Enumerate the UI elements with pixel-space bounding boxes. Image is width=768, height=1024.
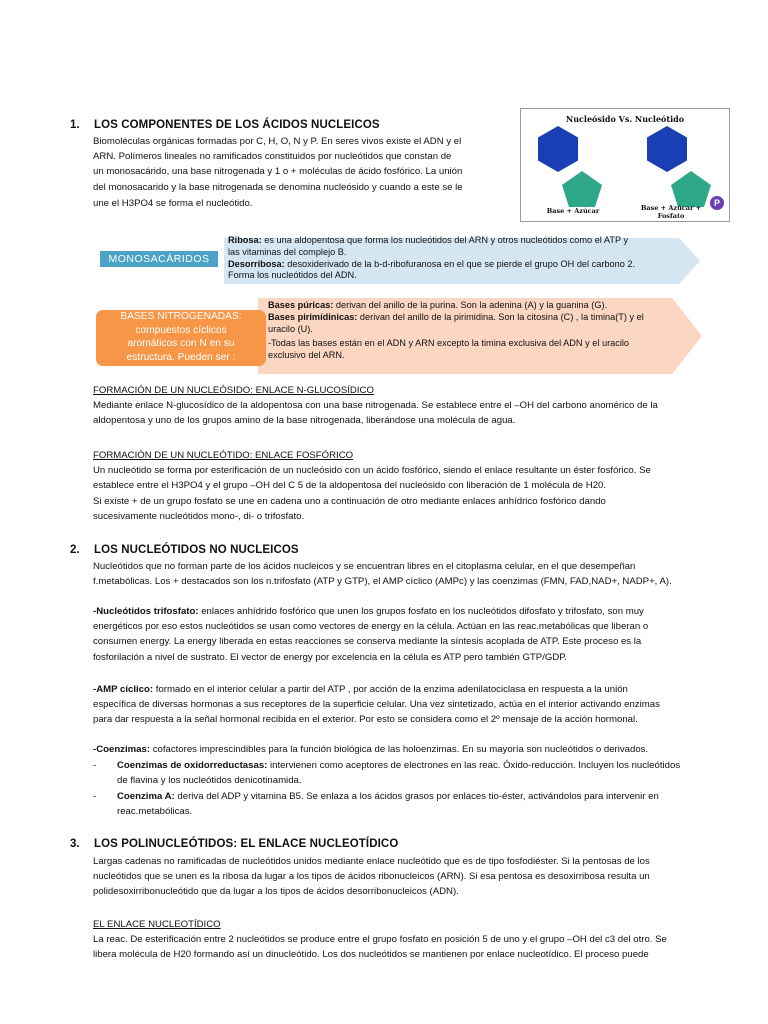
intro-line: un monosacárido, una base nitrogenada y 1 o + moléculas de ácido fosfórico. La unión <box>93 166 463 178</box>
base-hexagon <box>647 126 687 172</box>
intro-line: une el H3PO4 se forma el nucleótido. <box>93 197 253 209</box>
paragraph-line: polidesoxirribonucleótido que da lugar a los tipos de ácidos desorribonucleicos (ADN). <box>93 886 459 898</box>
bases-nitrogenadas-label <box>96 310 266 366</box>
paragraph-line: establece entre el H3PO4 y el grupo –OH del C 5 de la aldopentosa del nucleósido con liberación de 1 molécula de H20. <box>93 480 607 492</box>
desoxirribosa-text: Forma los nucleótidos del ADN. <box>228 270 357 281</box>
paragraph-line: para dar respuesta a la señal hormonal recibida en el exterior. Por esto se considera como el 2º mensaje de la acción hormonal. <box>93 714 638 726</box>
paragraph-line: f.metabólicas. Los + destacados son los n.trifosfato (ATP y GTP), el AMP cíclico (AMPc) y las coenzimas (FMN, FAD,NAD+, NADP+, A). <box>93 576 672 588</box>
intro-line: ARN. Polímeros lineales no ramificados constituidos por nucleótidos que constan de <box>93 151 452 163</box>
coenzimas-block <box>93 742 733 757</box>
bases-pirimidinicas-text: derivan del anillo de la pirimidina. Son la citosina (C) , la timina(T) y el <box>357 311 644 322</box>
nucleosido-heading: FORMACIÓN DE UN NUCLEÓSIDO: ENLACE N-GLUCOSÍDICO <box>93 385 374 396</box>
monosacaridos-label: MONOSACÁRIDOS <box>100 251 218 267</box>
bases-label-line: estructura. Pueden ser : <box>126 351 236 363</box>
bases-text <box>268 300 698 362</box>
bases-label-line: aromáticos con N en su <box>127 338 235 349</box>
paragraph-line: fosforilación a nivel de sustrato. El vector de energy por excelencia en la célula es ATP pero también GTP/GDP. <box>93 651 568 663</box>
paragraph-line: específica de diversas hormonas a sus receptores de la superficie celular. Una vez sintetizado, actúa en el interior activando enzimas <box>93 699 660 711</box>
trifosfato-block <box>93 604 733 665</box>
bases-label-line: BASES NITROGENADAS: <box>120 311 242 322</box>
intro-line: Biomoléculas orgánicas formadas por C, H, O, N y P. En seres vivos existe el ADN y el <box>93 136 462 147</box>
paragraph-line: aldopentosa y uno de los grupos amino de la base nitrogenada, liberándose una molécula de agua. <box>93 415 516 427</box>
coenzima-term: Coenzimas de oxidorreductasas: <box>117 760 268 771</box>
diagram-title: Nucleósido Vs. Nucleótido <box>565 114 685 124</box>
ribosa-text: es una aldopentosa que forma los nucleótidos del ARN y otros nucleótidos como el ATP y <box>261 235 629 245</box>
paragraph-line: Largas cadenas no ramificadas de nucleótidos unidos mediante enlace nucleótido que es de tipo fosfodiéster. Si la pentosas de los <box>93 856 650 867</box>
desoxirribosa-text: desoxiderivado de la b-d-ribofuranosa en el que se pierde el grupo OH del carbono 2. <box>284 258 636 269</box>
bullet: - <box>93 791 97 802</box>
ribosa-term: Ribosa: <box>228 235 262 245</box>
amp-ciclico-term: -AMP cíclico: <box>93 684 154 695</box>
paragraph-line: reac.metabólicas. <box>117 806 193 818</box>
coenzima-term: Coenzima A: <box>117 791 175 802</box>
enlace-heading: EL ENLACE NUCLEOTÍDICO <box>93 919 221 930</box>
section-2-intro <box>93 559 733 589</box>
desoxirribosa-term: Desorribosa: <box>228 258 285 269</box>
nucleotido-heading: FORMACIÓN DE UN NUCLEÓTIDO: ENLACE FOSFÓRICO <box>93 450 354 461</box>
paragraph-line: sucesivamente nucleótidos mono-, di- o trifosfato. <box>93 510 305 522</box>
bases-puricas-text: derivan del anillo de la purina. Son la adenina (A) y la guanina (G). <box>333 300 608 310</box>
paragraph-line: Mediante enlace N-glucosídico de la aldopentosa con una base nitrogenada. Se establece entre el –OH del carbono anomérico de la <box>93 400 658 412</box>
paragraph-line: intervienen como aceptores de electrones en las reac. Óxido-reducción. Incluyen los nucleótidos <box>267 760 681 771</box>
paragraph-line: nucleótidos que se unen es la ribosa da lugar a los tipos de ácidos ribonucleicos (ARN). Si esa pentosa es desoxirribosa resulta un <box>93 871 650 883</box>
nucleoside-vs-nucleotide-diagram <box>520 108 730 222</box>
coenzimas-item <box>93 758 733 788</box>
trifosfato-term: -Nucleótidos trifosfato: <box>93 606 199 617</box>
amp-ciclico-block <box>93 682 733 728</box>
paragraph-line: cofactores imprescindibles para la función biológica de las holoenzimas. En su mayoría son nucleótidos o derivados. <box>150 744 649 755</box>
section-1-number: 1. <box>70 119 80 131</box>
paragraph-line: deriva del ADP y vitamina B5. Se enlaza a los ácidos grasos por enlaces tio-éster, activándolos para intervenir en <box>174 791 659 802</box>
nucleosido-block <box>93 383 733 429</box>
paragraph-line: La reac. De esterificación entre 2 nucleótidos se produce entre el grupo fosfato en posición 5 de uno y el grupo –OH del c3 del otro. Se <box>93 934 667 946</box>
bullet: - <box>93 760 97 771</box>
monosacaridos-text <box>228 235 698 282</box>
paragraph-line: de flavina y los nucleótidos denicotinamida. <box>117 775 302 787</box>
ribosa-text: las vitaminas del complejo B. <box>228 246 347 257</box>
bases-label-line: compuestos cíclicos <box>135 324 227 336</box>
nucleotide-label-line: Fosfato <box>657 212 685 220</box>
paragraph-line: consumen energy. La energy liberada en estas reacciones se conserva mediante la síntesis acoplada de ATP. Este proceso es la <box>93 636 642 648</box>
section-3-title: LOS POLINUCLEÓTIDOS: EL ENLACE NUCLEOTÍDICO <box>94 838 399 850</box>
coenzimas-term: -Coenzimas: <box>93 744 151 755</box>
sugar-pentagon <box>562 171 602 207</box>
section-1-title: LOS COMPONENTES DE LOS ÁCIDOS NUCLEICOS <box>94 119 380 131</box>
enlace-nucleotidico-block <box>93 917 733 963</box>
paragraph-line: formado en el interior celular a partir del ATP , por acción de la enzima adenilatociclasa en respuesta a la unión <box>153 684 628 695</box>
bases-pirimidinicas-text: uracilo (U). <box>268 323 313 334</box>
nucleotide-label-line: Base + Azúcar + <box>640 204 702 212</box>
section-3-intro <box>93 854 733 900</box>
section-1-intro <box>93 134 513 211</box>
paragraph-line: enlaces anhídrido fosfórico que unen los grupos fosfato en los nucleótidos difosfato y trifosfato, son muy <box>198 606 644 617</box>
sugar-pentagon <box>671 171 711 207</box>
section-2-number: 2. <box>70 544 80 556</box>
bases-todas-text: exclusivo del ARN. <box>268 350 345 361</box>
bases-todas-text: -Todas las bases están en el ADN y ARN excepto la timina exclusiva del ADN y el uracilo <box>268 338 630 349</box>
paragraph-line: Un nucleótido se forma por esterificación de un nucleósido con un ácido fosfórico, siendo el enlace resultante un éster fosfórico. Se <box>93 465 651 477</box>
phosphate-symbol: P <box>713 198 720 208</box>
bases-pirimidinicas-term: Bases pirimídinicas: <box>268 311 358 322</box>
bases-puricas-term: Bases púricas: <box>268 300 334 310</box>
coenzimas-item <box>93 789 733 819</box>
paragraph-line: Nucleótidos que no forman parte de los ácidos nucleicos y se encuentran libres en el citoplasma celular, en el que desempeñan <box>93 561 636 572</box>
section-3-number: 3. <box>70 838 80 850</box>
nucleotide-label <box>636 204 706 220</box>
paragraph-line: Si existe + de un grupo fosfato se une en cadena uno a continuación de otro mediante enlaces anhídrico fosfórico dando <box>93 495 606 507</box>
section-2-title: LOS NUCLEÓTIDOS NO NUCLEICOS <box>94 544 299 556</box>
paragraph-line: libera molécula de H20 formando así un dinucleótido. Los dos nucleótidos se mantienen por enlace nucleotídico. El proceso puede <box>93 949 649 961</box>
nucleoside-label: Base + Azúcar <box>546 207 600 215</box>
intro-line: del monosacarido y la base nitrogenada se denomina nucleósido y cuando a este se le <box>93 181 463 193</box>
base-hexagon <box>538 126 578 172</box>
paragraph-line: energéticos por eso estos nucleótidos se usan como vectores de energy en la célula. Actúan en las reac.metabólicas que liberan o <box>93 621 649 633</box>
nucleotido-block <box>93 448 733 524</box>
